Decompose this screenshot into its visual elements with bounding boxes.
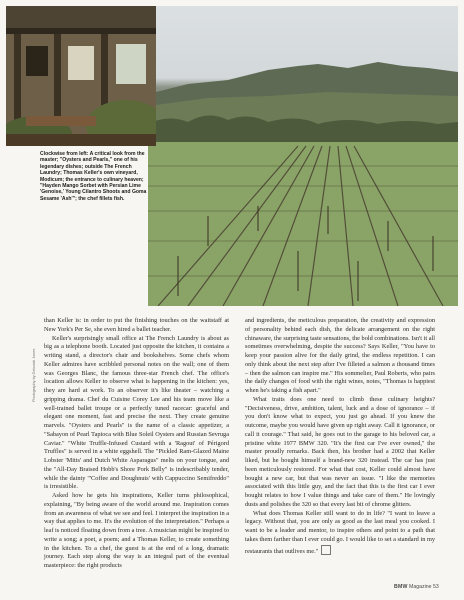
paragraph: Keller's surprisingly small office at The French Laundry is about as big as a telephone booth. Located just opposite the kitchen, it contains a writing stand, a director's chair and bookshelves. Some chefs whom Keller admires have scribbled personal notes on the wall; one of them was Georges Blanc, the famous three-star French chef. The office's location allows Keller to observe what is happening in the kitchen: yes, they are hard at work. To an observer it's like theater – watching a gripping drama. Chef du Cuisine Corey Lee and his team move like a well-trained ballet troupe or a perfectly tuned racecar: graceful and elegant one moment, fast and precise the next. They create genuine marvels. "Oysters and Pearls" is the name of a classic appetizer, a "Sabayon of Pearl Tapioca with Blue Soleil Oysters and Russian Sevruga Caviar." "White Truffle-Infused Custard with a 'Ragout' of Périgord Truffles" is served in a white eggshell. The "Pickled Ram-Glazed Maine Lobster 'Mitts' and Dutch White Asparagus" melts on your tongue, and the "All-Day Braised Hobb's Shore Pork Belly" is indescribably tender, while the dainty "'Coffee and Doughnuts' with Cappuccino Semifreddo" is irresistible. <box>44 334 229 491</box>
page-folio <box>394 584 439 590</box>
paragraph-text: What does Thomas Keller still want to do in life? "I want to leave a legacy. Without that, you are only as good as the last meal you cooked. I want to be a leader and mentor, to inspire others and point to a path that takes them farther than I ever could go. I would like to set a standard in my restaurants that outlives me." <box>245 509 435 555</box>
page-number: 53 <box>432 584 439 590</box>
paragraph: and ingredients, the meticulous preparation, the creativity and expression of personality behind each dish, the delicate arrangement on the right chinaware, the surprising taste sensations, the bold combinations. Isn't it all sometimes overwhelming, despite the success? Says Keller, "You have to keep your passion alive for the daily grind, the endless repetition. I can only think about the next step after I've filleted a salmon a thousand times – then the salmon can inspire me." His sommelier, Paul Roberts, who pairs the daily changes of food with the right wines, notes, "Thomas is happiest when he's taking a fish apart." <box>245 317 435 394</box>
folio-brand: BMW <box>394 584 408 590</box>
end-mark-icon <box>321 545 331 555</box>
paragraph: What traits does one need to climb these culinary heights? "Decisiveness, drive, ambition, talent, luck and a dose of ignorance – if you don't know what to expect, you just go ahead. If you knew the outcome, maybe you would have given up right away. Call it ignorance, or call it courage." That said, he goes out to the garage to his beloved car, a pristine white 1977 BMW 320. "It's the first car I've ever owned," the master proudly remarks. Back then, his brother had a 2002 that Keller liked, but he bought himself a brand-new 320 instead. The car has just been meticulously restored. For what that cost, Keller could almost have bought a new car, but that was never an issue. "I like the memories associated with this little guy, and the fact that this is the first car I ever bought relates to how I value things and take care of them." He lovingly dusts and polishes the 320 so that every last bit of chrome glitters. <box>245 395 435 508</box>
right-text-column <box>245 317 435 556</box>
left-text-column <box>44 317 229 571</box>
paragraph: than Keller is: in order to put the finishing touches on the waitstaff at New York's Per Se, she even hired a ballet teacher. <box>44 317 229 333</box>
photo-caption: Clockwise from left: A critical look from the master; "Oysters and Pearls," one of his legendary dishes; outside The French Laundry; Thomas Keller's own vineyard, Modicum; the entrance to culinary heaven; "Hayden Mango Sorbet with Persian Lime 'Genoise,' Young Cilantro Shoots and Goma Sesame 'Ash'"; the chef fillets fish. <box>40 151 147 202</box>
vineyard-photo <box>148 6 458 306</box>
paragraph: Asked how he gets his inspirations, Keller turns philosophical, explaining, "By being aware of the world around me. Inspiration comes from an awareness of what we see and feel. I interpret the inspiration in a way that applies to me. It's the evolution of the interpretation." Perhaps a leaf is noticed floating down from a tree. A musician might be inspired to write a song; a poet, a poem; and a Thomas Keller, to create something in the kitchen. To a chef, the guest is at the end of a long, dramatic journey. Each step along the way is an integral part of the eventual masterpiece: the right products <box>44 492 229 569</box>
folio-magazine: Magazine <box>409 584 432 590</box>
vineyard-illustration <box>148 6 458 306</box>
house-illustration <box>6 6 156 146</box>
photo-credit: Photography by Deborah Jones <box>32 348 36 402</box>
paragraph <box>245 510 435 557</box>
house-photo <box>6 6 156 146</box>
